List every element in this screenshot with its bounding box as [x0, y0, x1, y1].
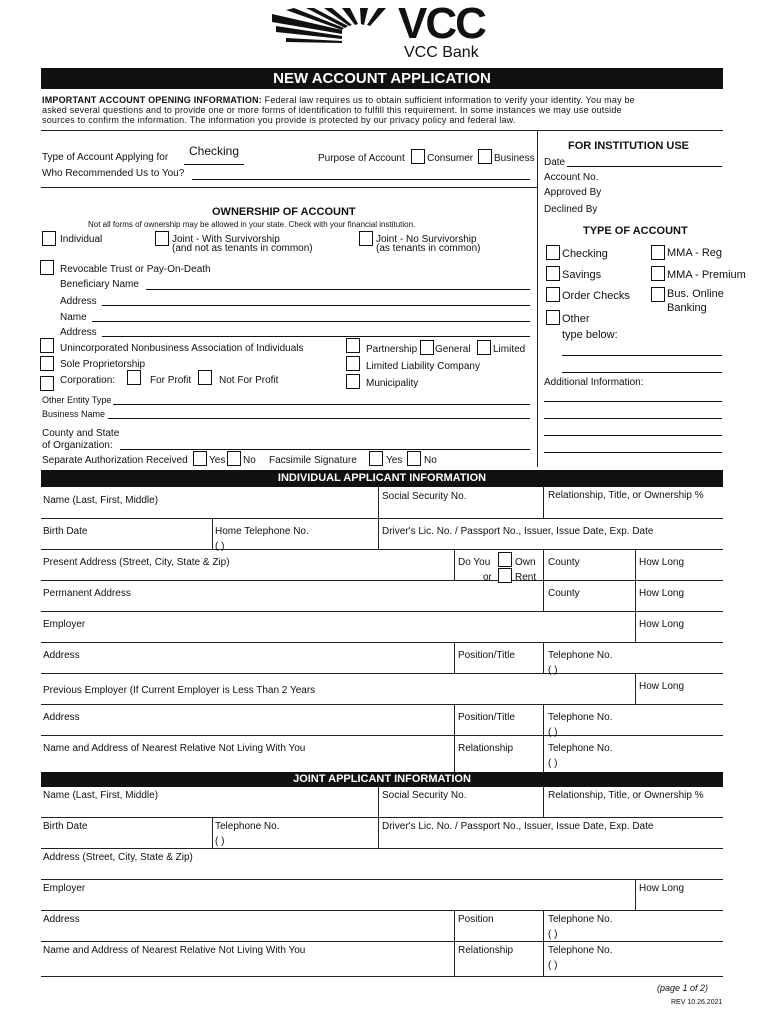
ind-home-phone-label: Home Telephone No. [215, 526, 309, 537]
address2-field[interactable] [102, 336, 530, 337]
order-checks-label: Order Checks [562, 290, 630, 302]
jt-phone-label: Telephone No. [215, 821, 280, 832]
important-line2: asked several questions and to provide one or more forms of identification to fulfill this requirement. In some instances we may use outside [42, 105, 622, 115]
separate-auth-label: Separate Authorization Received [42, 455, 188, 466]
savings-checkbox[interactable] [546, 266, 560, 281]
type-of-account-value[interactable]: Checking [189, 144, 240, 158]
individual-checkbox[interactable] [42, 231, 56, 246]
ind-how-long2-label: How Long [639, 588, 685, 599]
jt-relationship-label: Relationship, Title, or Ownership % [548, 790, 704, 801]
partnership-checkbox[interactable] [346, 338, 360, 353]
facsimile-yes-label: Yes [386, 455, 403, 466]
checking-label: Checking [562, 248, 608, 260]
business-checkbox[interactable] [478, 149, 492, 164]
revision: REV 10.26.2021 [671, 999, 723, 1006]
for-profit-label: For Profit [150, 375, 192, 386]
jt-relative-label: Name and Address of Nearest Relative Not Living With You [43, 945, 306, 956]
name-label: Name [60, 312, 87, 323]
ind-rent-checkbox[interactable] [498, 568, 512, 583]
individual-label: Individual [60, 234, 103, 245]
separate-no-label: No [243, 455, 256, 466]
important-line1: Federal law requires us to obtain sufficient information to verify your identity. You may be [261, 95, 635, 105]
revocable-checkbox[interactable] [40, 260, 54, 275]
llc-checkbox[interactable] [346, 356, 360, 371]
joint-no-checkbox[interactable] [359, 231, 373, 246]
ind-position2-label: Position/Title [458, 712, 515, 723]
facsimile-no-label: No [424, 455, 437, 466]
bus-online-label-1: Bus. Online [667, 288, 724, 300]
revocable-label: Revocable Trust or Pay-On-Death [60, 264, 211, 275]
important-lead: IMPORTANT ACCOUNT OPENING INFORMATION: [42, 95, 262, 105]
ind-address2-label: Address [43, 712, 80, 723]
business-name-field[interactable] [108, 418, 530, 419]
inst-date: Date [544, 157, 566, 168]
ind-position-label: Position/Title [458, 650, 515, 661]
jt-address-label: Address (Street, City, State & Zip) [43, 852, 193, 863]
name-field[interactable] [92, 321, 530, 322]
important-line3: sources to confirm the information. The information you provide is protected by our privacy policy and federal law. [42, 115, 516, 125]
jt-how-long-label: How Long [639, 883, 685, 894]
ind-how-long-label: How Long [639, 557, 685, 568]
ind-county-label: County [548, 557, 580, 568]
mma-premium-checkbox[interactable] [651, 266, 665, 281]
ind-own-checkbox[interactable] [498, 552, 512, 567]
ind-present-addr-label: Present Address (Street, City, State & Zip) [43, 557, 230, 568]
not-for-profit-checkbox[interactable] [198, 370, 212, 385]
jt-position-label: Position [458, 914, 494, 925]
unincorporated-label: Unincorporated Nonbusiness Association of Individuals [60, 343, 304, 354]
facsimile-yes-checkbox[interactable] [369, 451, 383, 466]
ind-previous-label: Previous Employer (If Current Employer is Less Than 2 Years [43, 685, 316, 696]
general-label: General [435, 344, 471, 355]
for-profit-checkbox[interactable] [127, 370, 141, 385]
ind-telephone3-paren: ( ) [548, 758, 558, 769]
ind-telephone2-label: Telephone No. [548, 712, 613, 723]
corporation-checkbox[interactable] [40, 376, 54, 391]
ind-telephone-label: Telephone No. [548, 650, 613, 661]
mma-premium-label: MMA - Premium [667, 269, 746, 281]
address1-label: Address [60, 296, 97, 307]
recommended-label: Who Recommended Us to You? [42, 168, 185, 179]
jt-address2-label: Address [43, 914, 80, 925]
jt-dl-label: Driver's Lic. No. / Passport No., Issuer, Issue Date, Exp. Date [382, 821, 654, 832]
facsimile-label: Facsimile Signature [269, 455, 357, 466]
joint-no-label-2: (as tenants in common) [376, 243, 481, 254]
page-title: NEW ACCOUNT APPLICATION [41, 68, 723, 89]
ind-dl-label: Driver's Lic. No. / Passport No., Issuer, Issue Date, Exp. Date [382, 526, 654, 537]
ind-ssn-label: Social Security No. [382, 491, 467, 502]
separate-yes-label: Yes [209, 455, 226, 466]
page-number: (page 1 of 2) [657, 983, 709, 993]
sole-label: Sole Proprietorship [60, 359, 146, 370]
order-checks-checkbox[interactable] [546, 287, 560, 302]
corporation-label: Corporation: [60, 375, 116, 386]
jt-birth-label: Birth Date [43, 821, 88, 832]
ind-address-label: Address [43, 650, 80, 661]
purpose-label: Purpose of Account [318, 153, 405, 164]
consumer-checkbox[interactable] [411, 149, 425, 164]
separate-no-checkbox[interactable] [227, 451, 241, 466]
not-for-profit-label: Not For Profit [219, 375, 279, 386]
jt-ssn-label: Social Security No. [382, 790, 467, 801]
address1-field[interactable] [102, 305, 530, 306]
logo-text: VCC [398, 0, 485, 48]
ind-telephone3-label: Telephone No. [548, 743, 613, 754]
inst-declined-by: Declined By [544, 204, 598, 215]
county-label-1: County and State [42, 428, 120, 439]
ind-permanent-label: Permanent Address [43, 588, 131, 599]
checking-checkbox[interactable] [546, 245, 560, 260]
savings-label: Savings [562, 269, 602, 281]
county-label-2: of Organization: [42, 440, 113, 451]
mma-reg-checkbox[interactable] [651, 245, 665, 260]
facsimile-no-checkbox[interactable] [407, 451, 421, 466]
vcc-logo-sunburst [272, 8, 402, 48]
partnership-label: Partnership [366, 344, 418, 355]
county-field[interactable] [120, 449, 530, 450]
general-checkbox[interactable] [420, 340, 434, 355]
beneficiary-label: Beneficiary Name [60, 279, 139, 290]
type-below-label: type below: [562, 329, 618, 341]
jt-employer-label: Employer [43, 883, 86, 894]
other-entity-label: Other Entity Type [42, 395, 112, 405]
ind-telephone-paren: ( ) [548, 665, 558, 676]
other-entity-field[interactable] [113, 404, 530, 405]
bank-name: VCC Bank [404, 44, 479, 61]
ind-relationship2-label: Relationship [458, 743, 514, 754]
ind-relative-label: Name and Address of Nearest Relative Not Living With You [43, 743, 306, 754]
ownership-title: OWNERSHIP OF ACCOUNT [212, 206, 356, 218]
jt-telephone2-label: Telephone No. [548, 945, 613, 956]
bus-online-label-2: Banking [667, 302, 707, 314]
other-checkbox[interactable] [546, 310, 560, 325]
separate-yes-checkbox[interactable] [193, 451, 207, 466]
institution-title: FOR INSTITUTION USE [568, 140, 689, 152]
business-name-label: Business Name [42, 409, 106, 419]
ind-own-label: Own [515, 557, 536, 568]
inst-account-no: Account No. [544, 172, 599, 183]
beneficiary-field[interactable] [146, 289, 530, 290]
ind-relationship-label: Relationship, Title, or Ownership % [548, 490, 704, 501]
joint-with-checkbox[interactable] [155, 231, 169, 246]
type-of-account-title: TYPE OF ACCOUNT [583, 225, 688, 237]
ind-birth-label: Birth Date [43, 526, 88, 537]
joint-with-label-1: Joint - With Survivorship [172, 234, 280, 245]
ownership-note: Not all forms of ownership may be allowed in your state. Check with your financial institution. [88, 220, 416, 229]
ind-employer-label: Employer [43, 619, 86, 630]
joint-no-label-1: Joint - No Survivorship [376, 234, 477, 245]
unincorporated-checkbox[interactable] [40, 338, 54, 353]
jt-telephone-paren: ( ) [548, 929, 558, 940]
ind-how-long4-label: How Long [639, 681, 685, 692]
municipality-checkbox[interactable] [346, 374, 360, 389]
consumer-label: Consumer [427, 153, 474, 164]
llc-label: Limited Liability Company [366, 361, 480, 372]
municipality-label: Municipality [366, 378, 419, 389]
joint-section-title: JOINT APPLICANT INFORMATION [41, 772, 723, 787]
jt-telephone2-paren: ( ) [548, 960, 558, 971]
address2-label: Address [60, 327, 97, 338]
additional-info-label: Additional Information: [544, 377, 644, 388]
ind-or-label: or [483, 572, 492, 583]
ind-county2-label: County [548, 588, 580, 599]
limited-checkbox[interactable] [477, 340, 491, 355]
ind-telephone2-paren: ( ) [548, 727, 558, 738]
type-of-account-label: Type of Account Applying for [42, 152, 169, 163]
bus-online-checkbox[interactable] [651, 287, 665, 302]
jt-telephone-label: Telephone No. [548, 914, 613, 925]
other-label: Other [562, 313, 590, 325]
jt-name-label: Name (Last, First, Middle) [43, 790, 159, 801]
sole-checkbox[interactable] [40, 356, 54, 371]
jt-relationship2-label: Relationship [458, 945, 514, 956]
ind-rent-label: Rent [515, 572, 537, 583]
ind-name-label: Name (Last, First, Middle) [43, 495, 159, 506]
ind-do-you-label: Do You [458, 557, 491, 568]
ind-home-phone-paren: ( ) [215, 541, 225, 552]
recommended-field[interactable] [192, 179, 530, 180]
ind-how-long3-label: How Long [639, 619, 685, 630]
jt-phone-paren: ( ) [215, 836, 225, 847]
business-label: Business [494, 153, 535, 164]
inst-approved-by: Approved By [544, 187, 602, 198]
joint-with-label-2: (and not as tenants in common) [172, 243, 313, 254]
important-info [42, 95, 635, 125]
individual-section-title: INDIVIDUAL APPLICANT INFORMATION [41, 470, 723, 487]
limited-label: Limited [493, 344, 526, 355]
mma-reg-label: MMA - Reg [667, 247, 723, 259]
